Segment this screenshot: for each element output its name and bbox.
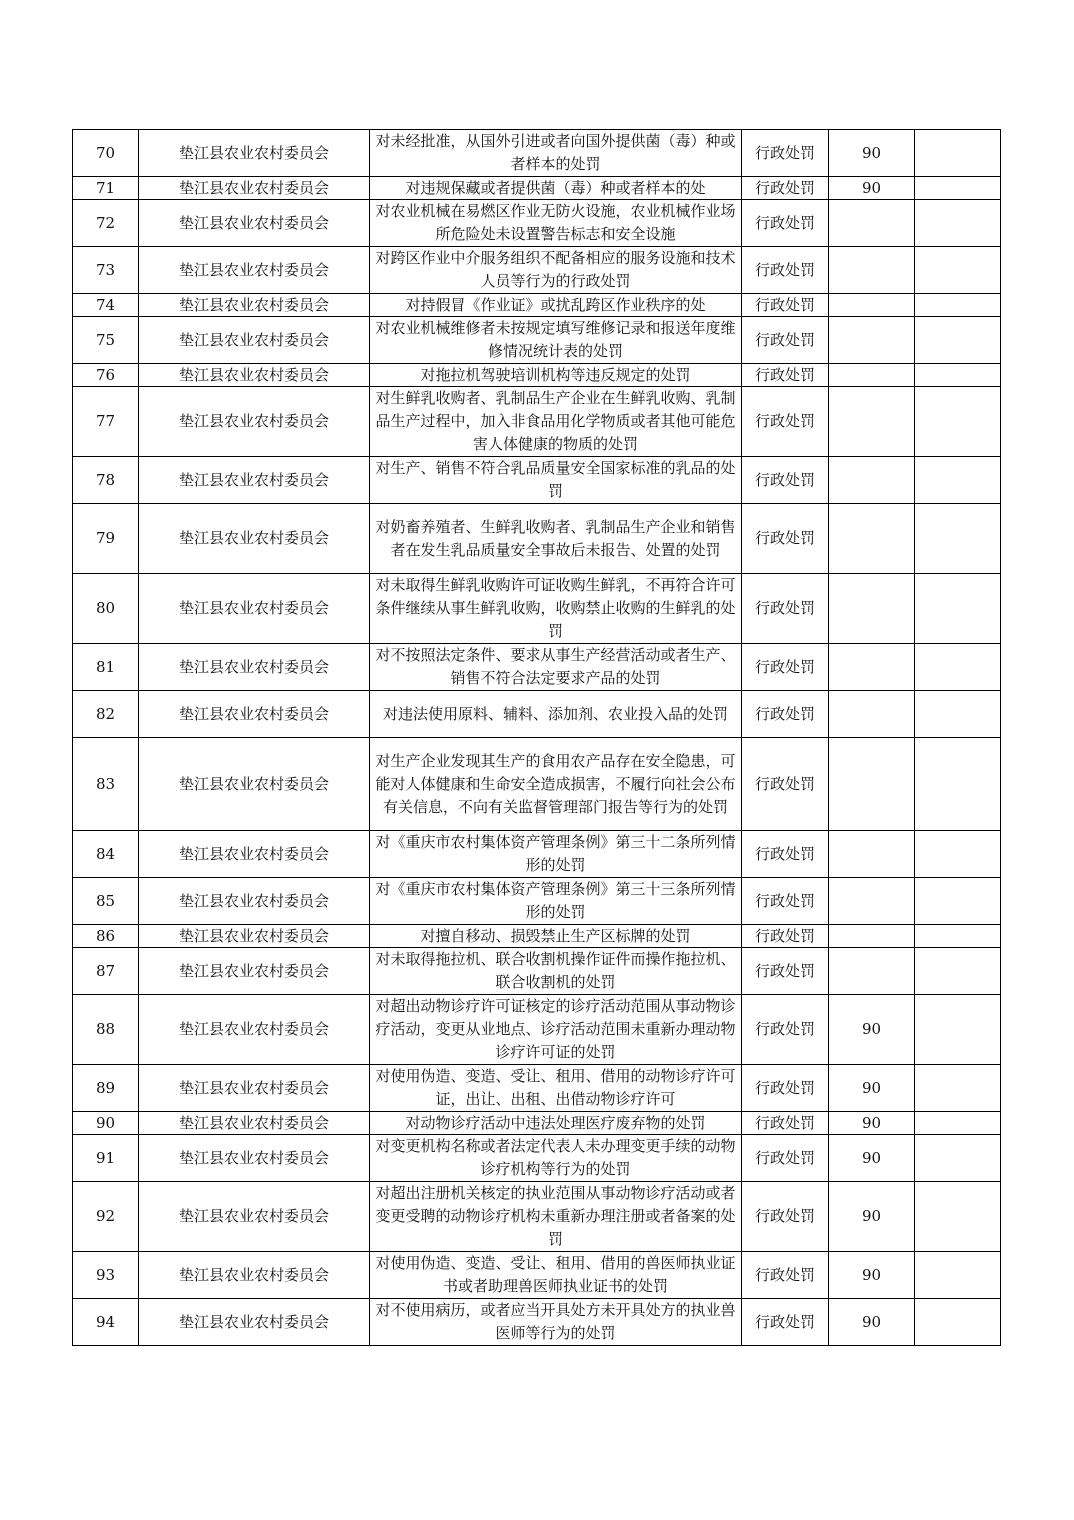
days-cell-text: 90 <box>861 1207 882 1225</box>
category-cell-text: 行政处罚 <box>754 1114 815 1132</box>
department-cell-text: 垫江县农业农村委员会 <box>178 961 329 980</box>
penalty-item-cell-text: 对奶畜养殖者、生鲜乳收购者、乳制品生产企业和销售者在发生乳品质量安全事故后未报告、处置的处罚 <box>375 517 736 559</box>
category-cell <box>742 738 829 831</box>
category-cell <box>742 294 829 317</box>
row-number-text: 78 <box>95 470 116 489</box>
category-cell-text: 行政处罚 <box>754 213 815 232</box>
note-cell <box>915 925 1001 948</box>
table-row <box>73 504 1001 574</box>
department-cell-text: 垫江县农业农村委员会 <box>178 260 329 279</box>
row-number-text: 92 <box>95 1207 116 1225</box>
row-number-text: 72 <box>95 213 116 232</box>
row-number <box>73 1135 139 1182</box>
category-cell <box>742 925 829 948</box>
row-number <box>73 644 139 691</box>
row-number <box>73 925 139 948</box>
penalty-item-cell-text: 对使用伪造、变造、受让、租用、借用的兽医师执业证书或者助理兽医师执业证书的处罚 <box>375 1254 736 1295</box>
table-row <box>73 457 1001 504</box>
department-cell-text: 垫江县农业农村委员会 <box>178 1114 329 1132</box>
category-cell-text: 行政处罚 <box>754 844 815 863</box>
department-cell <box>139 200 370 247</box>
department-cell <box>139 1065 370 1112</box>
row-number <box>73 1299 139 1346</box>
row-number-text: 94 <box>95 1312 116 1331</box>
table-body <box>73 130 1001 1346</box>
row-number <box>73 364 139 387</box>
category-cell <box>742 364 829 387</box>
days-cell <box>829 200 915 247</box>
days-cell <box>829 1065 915 1112</box>
row-number <box>73 1065 139 1112</box>
note-cell <box>915 364 1001 387</box>
days-cell <box>829 177 915 200</box>
table-row <box>73 574 1001 644</box>
department-cell-text: 垫江县农业农村委员会 <box>178 927 329 945</box>
category-cell-text: 行政处罚 <box>754 599 815 617</box>
penalty-item-cell-text: 对《重庆市农村集体资产管理条例》第三十三条所列情形的处罚 <box>375 880 736 921</box>
table-row <box>73 1065 1001 1112</box>
note-cell <box>915 387 1001 457</box>
penalty-item-cell <box>370 878 742 925</box>
row-number-text: 82 <box>95 704 116 723</box>
penalty-item-cell <box>370 457 742 504</box>
category-cell-text: 行政处罚 <box>754 260 815 279</box>
penalty-item-cell-text: 对跨区作业中介服务组织不配备相应的服务设施和技术人员等行为的行政处罚 <box>375 249 736 290</box>
table-row <box>73 995 1001 1065</box>
table-row <box>73 177 1001 200</box>
department-cell-text: 垫江县农业农村委员会 <box>178 412 329 430</box>
penalty-item-cell <box>370 177 742 200</box>
category-cell <box>742 247 829 294</box>
category-cell <box>742 457 829 504</box>
row-number-text: 79 <box>95 529 116 547</box>
note-cell <box>915 1112 1001 1135</box>
department-cell <box>139 691 370 738</box>
days-cell <box>829 878 915 925</box>
category-cell <box>742 995 829 1065</box>
department-cell <box>139 995 370 1065</box>
penalty-item-cell-text: 对生产企业发现其生产的食用农产品存在安全隐患，可能对人体健康和生命安全造成损害，不履行向社会公布有关信息，不向有关监督管理部门报告等行为的处罚 <box>375 751 736 816</box>
days-cell <box>829 457 915 504</box>
table-row <box>73 1135 1001 1182</box>
note-cell <box>915 247 1001 294</box>
row-number-text: 90 <box>95 1114 116 1132</box>
department-cell-text: 垫江县农业农村委员会 <box>178 774 329 793</box>
note-cell <box>915 457 1001 504</box>
penalty-item-cell-text: 对持假冒《作业证》或扰乱跨区作业秩序的处 <box>405 296 706 314</box>
category-cell-text: 行政处罚 <box>754 1207 815 1225</box>
table-row <box>73 364 1001 387</box>
department-cell <box>139 574 370 644</box>
days-cell <box>829 925 915 948</box>
penalty-item-cell <box>370 925 742 948</box>
department-cell-text: 垫江县农业农村委员会 <box>178 366 329 384</box>
row-number <box>73 878 139 925</box>
penalty-item-cell-text: 对擅自移动、损毁禁止生产区标牌的处罚 <box>420 927 691 945</box>
days-cell <box>829 1112 915 1135</box>
days-cell <box>829 948 915 995</box>
table-row <box>73 831 1001 878</box>
department-cell-text: 垫江县农业农村委员会 <box>178 599 329 617</box>
penalty-item-cell <box>370 574 742 644</box>
note-cell <box>915 574 1001 644</box>
penalty-item-cell-text: 对未取得拖拉机、联合收割机操作证件而操作拖拉机、联合收割机的处罚 <box>375 950 736 991</box>
penalty-item-cell-text: 对不使用病历，或者应当开具处方未开具处方的执业兽医师等行为的处罚 <box>375 1301 736 1342</box>
department-cell <box>139 948 370 995</box>
note-cell <box>915 878 1001 925</box>
department-cell <box>139 387 370 457</box>
penalty-item-cell <box>370 317 742 364</box>
days-cell-text: 90 <box>861 1078 882 1097</box>
category-cell-text: 行政处罚 <box>754 470 815 489</box>
days-cell <box>829 130 915 177</box>
penalty-item-cell <box>370 831 742 878</box>
note-cell <box>915 1182 1001 1252</box>
days-cell <box>829 294 915 317</box>
penalty-item-cell-text: 对未经批准，从国外引进或者向国外提供菌（毒）种或者样本的处罚 <box>375 132 736 173</box>
penalty-item-cell <box>370 691 742 738</box>
penalty-items-table <box>72 129 1001 1346</box>
row-number <box>73 294 139 317</box>
days-cell <box>829 644 915 691</box>
days-cell <box>829 317 915 364</box>
category-cell-text: 行政处罚 <box>754 529 815 547</box>
department-cell <box>139 925 370 948</box>
row-number <box>73 317 139 364</box>
days-cell <box>829 691 915 738</box>
department-cell-text: 垫江县农业农村委员会 <box>178 143 329 162</box>
category-cell <box>742 1182 829 1252</box>
category-cell <box>742 130 829 177</box>
note-cell <box>915 831 1001 878</box>
penalty-item-cell-text: 对拖拉机驾驶培训机构等违反规定的处罚 <box>420 366 691 384</box>
penalty-item-cell <box>370 130 742 177</box>
department-cell <box>139 1299 370 1346</box>
category-cell <box>742 574 829 644</box>
penalty-item-cell-text: 对变更机构名称或者法定代表人未办理变更手续的动物诊疗机构等行为的处罚 <box>375 1137 736 1178</box>
penalty-item-cell-text: 对不按照法定条件、要求从事生产经营活动或者生产、销售不符合法定要求产品的处罚 <box>375 646 736 687</box>
days-cell <box>829 831 915 878</box>
row-number <box>73 995 139 1065</box>
table-row <box>73 1299 1001 1346</box>
category-cell <box>742 1135 829 1182</box>
penalty-item-cell <box>370 1299 742 1346</box>
days-cell <box>829 1299 915 1346</box>
category-cell-text: 行政处罚 <box>754 704 815 723</box>
note-cell <box>915 294 1001 317</box>
category-cell <box>742 317 829 364</box>
category-cell <box>742 878 829 925</box>
note-cell <box>915 504 1001 574</box>
department-cell <box>139 878 370 925</box>
department-cell <box>139 1182 370 1252</box>
row-number-text: 89 <box>95 1078 116 1097</box>
penalty-item-cell <box>370 948 742 995</box>
penalty-item-cell <box>370 995 742 1065</box>
row-number-text: 84 <box>95 844 116 863</box>
department-cell <box>139 457 370 504</box>
department-cell-text: 垫江县农业农村委员会 <box>178 529 329 547</box>
row-number <box>73 177 139 200</box>
category-cell-text: 行政处罚 <box>754 1148 815 1167</box>
category-cell-text: 行政处罚 <box>754 366 815 384</box>
note-cell <box>915 200 1001 247</box>
note-cell <box>915 948 1001 995</box>
department-cell-text: 垫江县农业农村委员会 <box>178 296 329 314</box>
row-number-text: 77 <box>95 412 116 430</box>
note-cell <box>915 1135 1001 1182</box>
note-cell <box>915 995 1001 1065</box>
penalty-item-cell-text: 对未取得生鲜乳收购许可证收购生鲜乳，不再符合许可条件继续从事生鲜乳收购，收购禁止收购的生鲜乳的处罚 <box>375 576 736 640</box>
category-cell <box>742 200 829 247</box>
row-number <box>73 387 139 457</box>
row-number-text: 88 <box>95 1020 116 1038</box>
note-cell <box>915 130 1001 177</box>
department-cell-text: 垫江县农业农村委员会 <box>178 470 329 489</box>
row-number-text: 93 <box>95 1265 116 1284</box>
table-row <box>73 1182 1001 1252</box>
row-number <box>73 457 139 504</box>
penalty-item-cell-text: 对违规保藏或者提供菌（毒）种或者样本的处 <box>405 179 706 197</box>
department-cell <box>139 1135 370 1182</box>
department-cell-text: 垫江县农业农村委员会 <box>178 179 329 197</box>
row-number-text: 73 <box>95 260 116 279</box>
table-row <box>73 247 1001 294</box>
category-cell-text: 行政处罚 <box>754 891 815 910</box>
days-cell <box>829 1135 915 1182</box>
row-number <box>73 504 139 574</box>
days-cell-text: 90 <box>861 143 882 162</box>
department-cell-text: 垫江县农业农村委员会 <box>178 1312 329 1331</box>
row-number-text: 87 <box>95 961 116 980</box>
table-row <box>73 1112 1001 1135</box>
note-cell <box>915 691 1001 738</box>
category-cell-text: 行政处罚 <box>754 774 815 793</box>
row-number <box>73 1252 139 1299</box>
category-cell-text: 行政处罚 <box>754 961 815 980</box>
row-number <box>73 247 139 294</box>
days-cell <box>829 995 915 1065</box>
days-cell-text: 90 <box>861 1114 882 1132</box>
department-cell <box>139 177 370 200</box>
table-row <box>73 738 1001 831</box>
note-cell <box>915 1299 1001 1346</box>
note-cell <box>915 177 1001 200</box>
row-number-text: 86 <box>95 927 116 945</box>
department-cell <box>139 317 370 364</box>
days-cell-text: 90 <box>861 1148 882 1167</box>
note-cell <box>915 317 1001 364</box>
table-row <box>73 948 1001 995</box>
department-cell-text: 垫江县农业农村委员会 <box>178 213 329 232</box>
department-cell <box>139 644 370 691</box>
category-cell-text: 行政处罚 <box>754 1020 815 1038</box>
department-cell-text: 垫江县农业农村委员会 <box>178 1078 329 1097</box>
department-cell <box>139 130 370 177</box>
penalty-item-cell <box>370 387 742 457</box>
row-number-text: 70 <box>95 143 116 162</box>
department-cell <box>139 738 370 831</box>
days-cell <box>829 364 915 387</box>
category-cell <box>742 387 829 457</box>
department-cell-text: 垫江县农业农村委员会 <box>178 657 329 676</box>
row-number <box>73 200 139 247</box>
department-cell-text: 垫江县农业农村委员会 <box>178 1020 329 1038</box>
category-cell-text: 行政处罚 <box>754 1312 815 1331</box>
category-cell <box>742 1299 829 1346</box>
days-cell <box>829 1182 915 1252</box>
penalty-item-cell-text: 对超出动物诊疗许可证核定的诊疗活动范围从事动物诊疗活动，变更从业地点、诊疗活动范围未重新办理动物诊疗许可证的处罚 <box>375 997 736 1061</box>
penalty-item-cell <box>370 504 742 574</box>
days-cell-text: 90 <box>861 1020 882 1038</box>
penalty-item-cell-text: 对使用伪造、变造、受让、租用、借用的动物诊疗许可证，出让、出租、出借动物诊疗许可 <box>375 1067 736 1108</box>
row-number-text: 71 <box>95 179 116 197</box>
days-cell <box>829 387 915 457</box>
penalty-item-cell <box>370 738 742 831</box>
row-number-text: 85 <box>95 891 116 910</box>
days-cell <box>829 504 915 574</box>
category-cell <box>742 1065 829 1112</box>
table-row <box>73 130 1001 177</box>
category-cell <box>742 177 829 200</box>
row-number-text: 80 <box>95 599 116 617</box>
note-cell <box>915 1252 1001 1299</box>
row-number-text: 91 <box>95 1148 116 1167</box>
department-cell <box>139 364 370 387</box>
penalty-item-cell <box>370 644 742 691</box>
days-cell-text: 90 <box>861 179 882 197</box>
days-cell-text: 90 <box>861 1312 882 1331</box>
table-row <box>73 317 1001 364</box>
penalty-item-cell-text: 对农业机械维修者未按规定填写维修记录和报送年度维修情况统计表的处罚 <box>375 319 736 360</box>
days-cell-text: 90 <box>861 1265 882 1284</box>
category-cell <box>742 831 829 878</box>
department-cell-text: 垫江县农业农村委员会 <box>178 330 329 349</box>
penalty-item-cell-text: 对农业机械在易燃区作业无防火设施，农业机械作业场所危险处未设置警告标志和安全设施 <box>375 202 736 243</box>
table-row <box>73 644 1001 691</box>
category-cell-text: 行政处罚 <box>754 143 815 162</box>
days-cell <box>829 738 915 831</box>
row-number <box>73 574 139 644</box>
penalty-item-cell <box>370 1065 742 1112</box>
category-cell <box>742 1252 829 1299</box>
department-cell <box>139 504 370 574</box>
category-cell <box>742 948 829 995</box>
department-cell-text: 垫江县农业农村委员会 <box>178 704 329 723</box>
row-number <box>73 738 139 831</box>
table-row <box>73 387 1001 457</box>
row-number-text: 81 <box>95 657 116 676</box>
department-cell-text: 垫江县农业农村委员会 <box>178 891 329 910</box>
category-cell-text: 行政处罚 <box>754 296 815 314</box>
penalty-item-cell-text: 对动物诊疗活动中违法处理医疗废弃物的处罚 <box>405 1114 706 1132</box>
table-row <box>73 1252 1001 1299</box>
category-cell <box>742 504 829 574</box>
penalty-item-cell <box>370 1182 742 1252</box>
penalty-item-cell <box>370 1135 742 1182</box>
days-cell <box>829 574 915 644</box>
row-number <box>73 130 139 177</box>
category-cell <box>742 691 829 738</box>
penalty-item-cell-text: 对生产、销售不符合乳品质量安全国家标准的乳品的处罚 <box>375 459 736 500</box>
row-number-text: 76 <box>95 366 116 384</box>
row-number-text: 75 <box>95 330 116 349</box>
penalty-item-cell <box>370 294 742 317</box>
table-row <box>73 691 1001 738</box>
row-number <box>73 1182 139 1252</box>
table-row <box>73 925 1001 948</box>
category-cell-text: 行政处罚 <box>754 330 815 349</box>
penalty-item-cell-text: 对《重庆市农村集体资产管理条例》第三十二条所列情形的处罚 <box>375 833 736 874</box>
row-number <box>73 691 139 738</box>
category-cell-text: 行政处罚 <box>754 657 815 676</box>
penalty-item-cell <box>370 247 742 294</box>
category-cell <box>742 1112 829 1135</box>
category-cell-text: 行政处罚 <box>754 927 815 945</box>
penalty-item-cell <box>370 1112 742 1135</box>
row-number <box>73 1112 139 1135</box>
category-cell-text: 行政处罚 <box>754 1265 815 1284</box>
penalty-item-cell <box>370 200 742 247</box>
department-cell-text: 垫江县农业农村委员会 <box>178 844 329 863</box>
department-cell <box>139 1112 370 1135</box>
category-cell-text: 行政处罚 <box>754 412 815 430</box>
category-cell-text: 行政处罚 <box>754 1078 815 1097</box>
note-cell <box>915 1065 1001 1112</box>
department-cell-text: 垫江县农业农村委员会 <box>178 1265 329 1284</box>
department-cell-text: 垫江县农业农村委员会 <box>178 1148 329 1167</box>
table-row <box>73 200 1001 247</box>
department-cell <box>139 294 370 317</box>
department-cell <box>139 1252 370 1299</box>
penalty-item-cell <box>370 1252 742 1299</box>
days-cell <box>829 1252 915 1299</box>
note-cell <box>915 644 1001 691</box>
department-cell-text: 垫江县农业农村委员会 <box>178 1207 329 1225</box>
row-number <box>73 831 139 878</box>
penalty-item-cell-text: 对违法使用原料、辅料、添加剂、农业投入品的处罚 <box>382 704 728 723</box>
row-number-text: 74 <box>95 296 116 314</box>
table-row <box>73 878 1001 925</box>
row-number <box>73 948 139 995</box>
note-cell <box>915 738 1001 831</box>
days-cell <box>829 247 915 294</box>
penalty-item-cell-text: 对超出注册机关核定的执业范围从事动物诊疗活动或者变更受聘的动物诊疗机构未重新办理注册或者备案的处罚 <box>375 1184 736 1248</box>
penalty-item-cell <box>370 364 742 387</box>
department-cell <box>139 247 370 294</box>
category-cell-text: 行政处罚 <box>754 179 815 197</box>
category-cell <box>742 644 829 691</box>
table-row <box>73 294 1001 317</box>
penalty-item-cell-text: 对生鲜乳收购者、乳制品生产企业在生鲜乳收购、乳制品生产过程中，加入非食品用化学物质或者其他可能危害人体健康的物质的处罚 <box>375 389 736 453</box>
department-cell <box>139 831 370 878</box>
row-number-text: 83 <box>95 774 116 793</box>
